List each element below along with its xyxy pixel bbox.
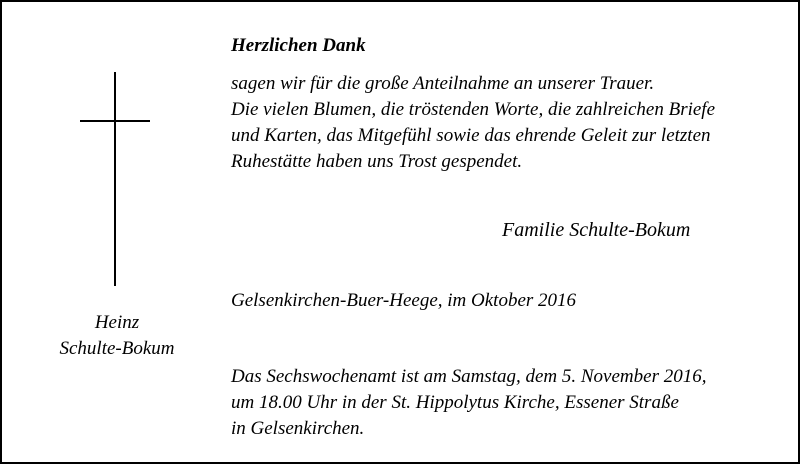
message-line: und Karten, das Mitgefühl sowie das ehrende Geleit zur letzten [231, 125, 711, 146]
place-and-date: Gelsenkirchen-Buer-Heege, im Oktober 2016 [231, 290, 577, 311]
family-signature: Familie Schulte-Bokum [502, 219, 691, 241]
service-line: in Gelsenkirchen. [231, 418, 365, 439]
message-line: Ruhestätte haben uns Trost gespendet. [231, 151, 523, 172]
cross-icon [80, 72, 150, 286]
message-line: sagen wir für die große Anteilnahme an unserer Trauer. [231, 73, 655, 94]
thanks-message [231, 71, 791, 175]
service-line: Das Sechswochenamt ist am Samstag, dem 5. November 2016, [231, 366, 707, 387]
notice-heading: Herzlichen Dank [231, 35, 366, 56]
memorial-service-info [231, 364, 791, 442]
deceased-first-name: Heinz [94, 312, 140, 333]
message-line: Die vielen Blumen, die tröstenden Worte, die zahlreichen Briefe [231, 99, 716, 120]
deceased-last-name: Schulte-Bokum [59, 338, 175, 359]
cross-vertical-bar [114, 72, 116, 286]
service-line: um 18.00 Uhr in der St. Hippolytus Kirche, Essener Straße [231, 392, 679, 413]
deceased-name [2, 310, 232, 362]
cross-horizontal-bar [80, 120, 150, 122]
